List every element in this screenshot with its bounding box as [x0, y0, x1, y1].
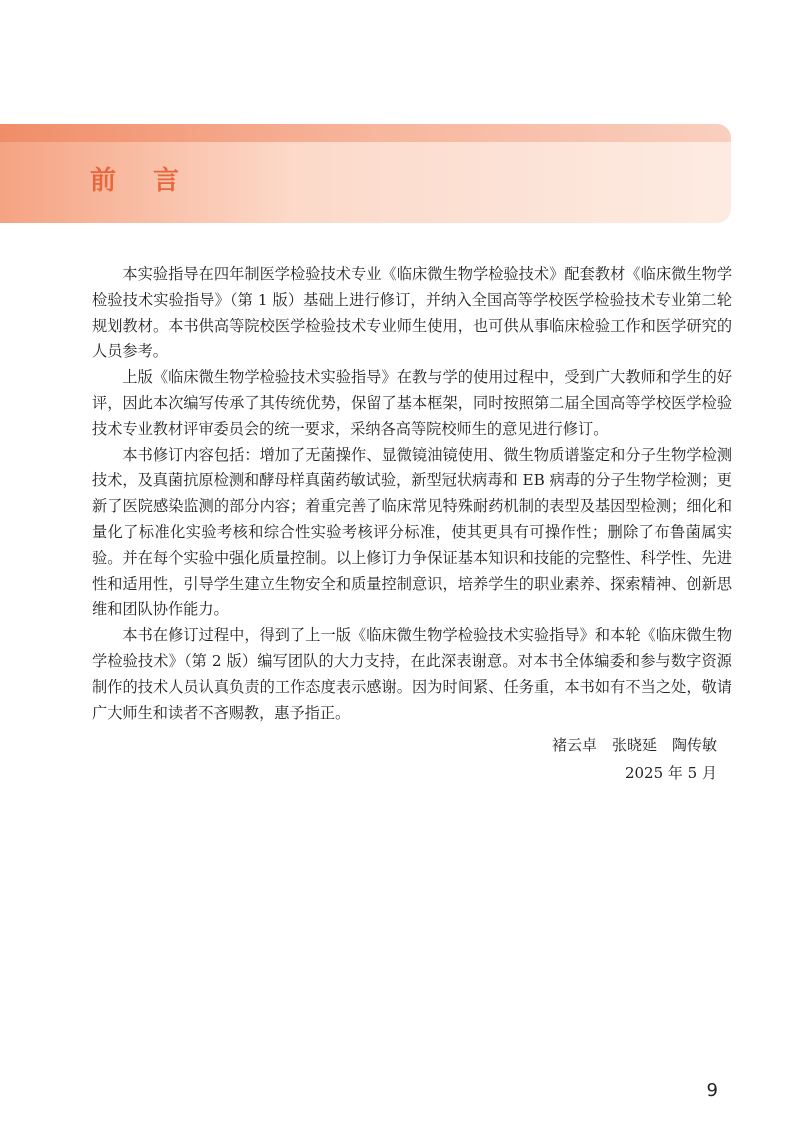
paragraph-4: 本书在修订过程中，得到了上一版《临床微生物学检验技术实验指导》和本轮《临床微生物学检验技术》（第 2 版）编写团队的大力支持，在此深表谢意。对本书全体编委和参与数字资源制作的技术人员认真负责的工作态度表示感谢。因为时间紧、任务重，本书如有不当之处，敬请广大师生和读者不吝赐教，惠予指正。 [92, 626, 732, 722]
paragraph-1: 本实验指导在四年制医学检验技术专业《临床微生物学检验技术》配套教材《临床微生物学检验技术实验指导》（第 1 版）基础上进行修订，并纳入全国高等学校医学检验技术专业第二轮规划教材。本书供高等院校医学检验技术专业师生使用，也可供从事临床检验工作和医学研究的人员参考。 [92, 265, 732, 361]
preface-body [92, 262, 732, 726]
signature-date: 2025 年 5 月 [624, 764, 717, 782]
paragraph-3: 本书修订内容包括：增加了无菌操作、显微镜油镜使用、微生物质谱鉴定和分子生物学检测技术，及真菌抗原检测和酵母样真菌药敏试验，新型冠状病毒和 EB 病毒的分子生物学检测；更新了医院感染监测的部分内容；着重完善了临床常见特殊耐药机制的表型及基因型检测；细化和量化了标准化实验考核和综合性实验考核评分标准，使其更具有可操作性；删除了布鲁菌属实验。并在每个实验中强化质量控制。以上修订力争保证基本知识和技能的完整性、科学性、先进性和适用性，引导学生建立生物安全和质量控制意识，培养学生的职业素养、探索精神、创新思维和团队协作能力。 [92, 445, 732, 619]
page-number: 9 [706, 1080, 718, 1101]
author-names: 褚云卓 张晓延 陶传敏 [551, 736, 717, 754]
header-banner-stripe [0, 124, 731, 142]
page-title: 前 言 [90, 166, 194, 196]
paragraph-2: 上版《临床微生物学检验技术实验指导》在教与学的使用过程中，受到广大教师和学生的好评，因此本次编写传承了其传统优势，保留了基本框架，同时按照第二届全国高等学校医学检验技术专业教材评审委员会的统一要求，采纳各高等院校师生的意见进行修订。 [92, 368, 732, 438]
